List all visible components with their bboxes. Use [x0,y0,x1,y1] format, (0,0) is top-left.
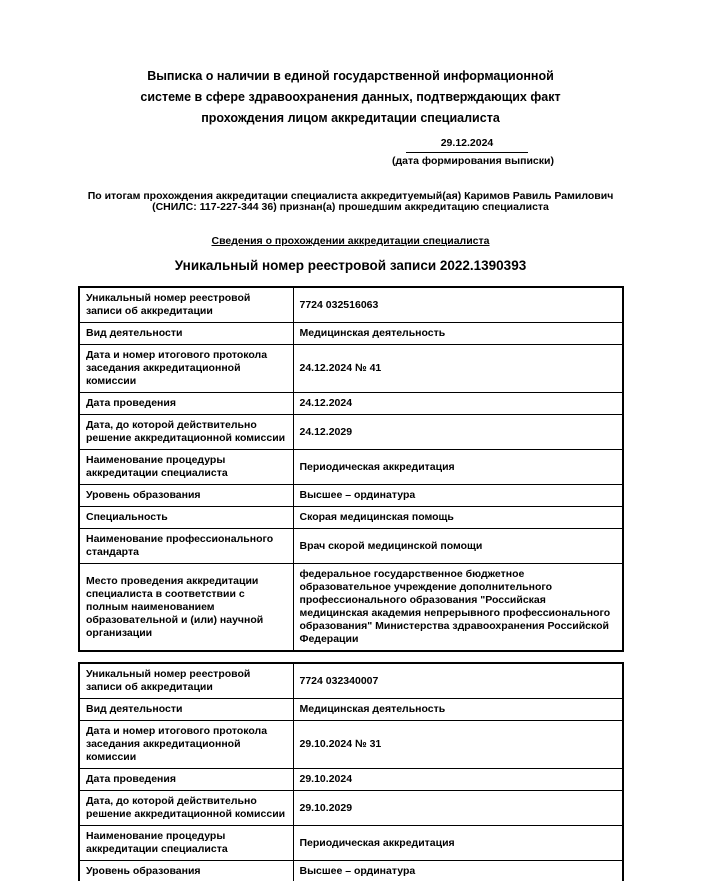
field-label-cell: Уникальный номер реестровой записи об аккредитации [79,663,293,699]
table-row [79,529,623,564]
extract-date-block [392,137,554,168]
extract-date-caption: (дата формирования выписки) [392,155,554,167]
field-value-cell: 7724 032516063 [293,287,623,323]
field-value-cell: Медицинская деятельность [293,323,623,345]
field-label-cell: Наименование процедуры аккредитации специалиста [79,826,293,861]
table-row [79,721,623,769]
table-row [79,393,623,415]
field-label-cell: Наименование профессионального стандарта [79,529,293,564]
table-row [79,507,623,529]
table-row [79,450,623,485]
field-label-cell: Дата и номер итогового протокола заседания аккредитационной комиссии [79,721,293,769]
table-row [79,791,623,826]
field-value-cell: Врач скорой медицинской помощи [293,529,623,564]
field-label-cell: Вид деятельности [79,323,293,345]
table-row [79,287,623,323]
field-value-cell: 24.12.2024 [293,393,623,415]
field-label-cell: Дата проведения [79,393,293,415]
table-row [79,861,623,881]
accreditation-table-1 [78,286,624,652]
registry-number-heading: Уникальный номер реестровой записи 2022.1390393 [174,258,527,273]
field-label-cell: Дата проведения [79,769,293,791]
field-label-cell: Уровень образования [79,861,293,881]
field-value-cell: 24.12.2024 № 41 [293,345,623,393]
field-label-cell: Уровень образования [79,485,293,507]
table-row [79,769,623,791]
table-row [79,826,623,861]
field-label-cell: Уникальный номер реестровой записи об аккредитации [79,287,293,323]
table-row [79,415,623,450]
field-label-cell: Место проведения аккредитации специалиста в соответствии с полным наименованием образовательной и (или) научной организации [79,564,293,652]
table-row [79,564,623,652]
accreditation-table-2 [78,662,624,881]
field-value-cell: Периодическая аккредитация [293,450,623,485]
field-value-cell: 29.10.2024 № 31 [293,721,623,769]
document-title: Выписка о наличии в единой государственной информационной системе в сфере здравоохранения данных, подтверждающих факт прохождения лицом аккредитации специалиста [140,69,561,125]
field-label-cell: Наименование процедуры аккредитации специалиста [79,450,293,485]
field-value-cell: 29.10.2024 [293,769,623,791]
extract-date-value: 29.12.2024 [406,137,528,153]
intro-paragraph: По итогам прохождения аккредитации специалиста аккредитуемый(ая) Каримов Равиль Рамилович (СНИЛС: 117-227-344 36) признан(а) прошедшим аккредитацию специалиста [87,190,614,213]
field-label-cell: Дата и номер итогового протокола заседания аккредитационной комиссии [79,345,293,393]
field-value-cell: Высшее – ординатура [293,485,623,507]
field-label-cell: Дата, до которой действительно решение аккредитационной комиссии [79,791,293,826]
field-value-cell: Высшее – ординатура [293,861,623,881]
field-label-cell: Специальность [79,507,293,529]
field-value-cell: 24.12.2029 [293,415,623,450]
table-row [79,323,623,345]
table-row [79,485,623,507]
table-row [79,663,623,699]
field-value-cell: Медицинская деятельность [293,699,623,721]
field-value-cell: Скорая медицинская помощь [293,507,623,529]
table-row [79,699,623,721]
field-value-cell: 7724 032340007 [293,663,623,699]
table-row [79,345,623,393]
field-value-cell: федеральное государственное бюджетное образовательное учреждение дополнительного профессионального образования "Российская медицинская академия непрерывного профессионального образования" Министерства здравоохранения Российской Федерации [293,564,623,652]
field-value-cell: 29.10.2029 [293,791,623,826]
field-label-cell: Дата, до которой действительно решение аккредитационной комиссии [79,415,293,450]
section-header: Сведения о прохождении аккредитации специалиста [211,235,490,247]
field-label-cell: Вид деятельности [79,699,293,721]
field-value-cell: Периодическая аккредитация [293,826,623,861]
